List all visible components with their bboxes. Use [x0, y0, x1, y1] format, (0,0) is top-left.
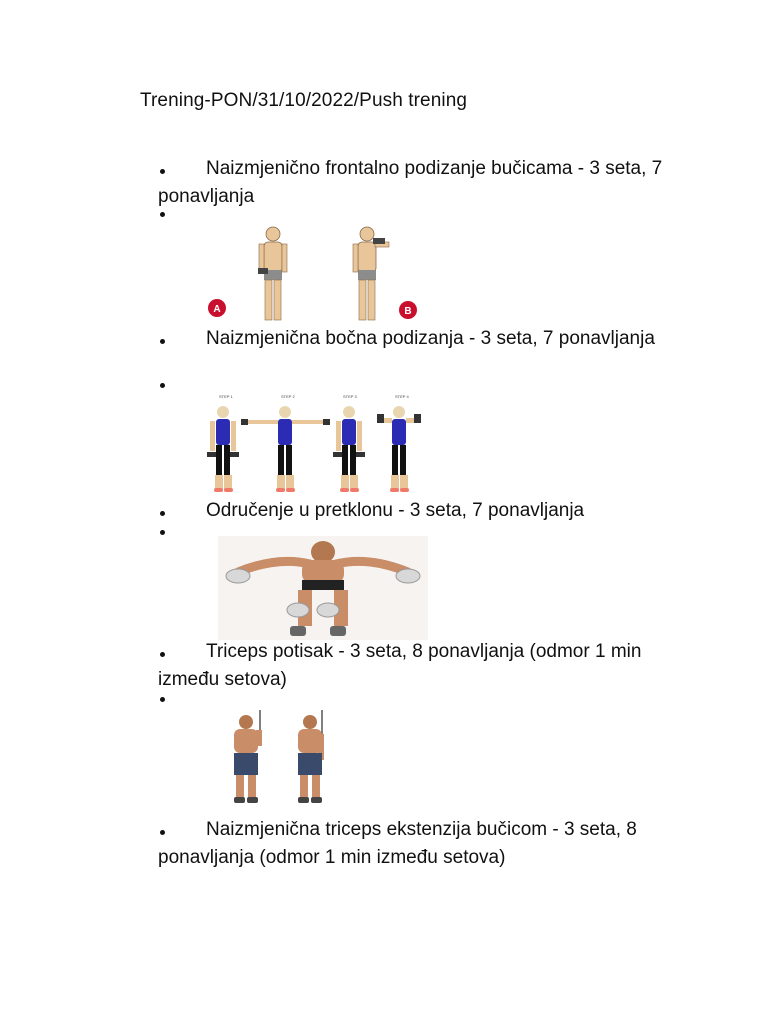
- empty-bullet: [160, 697, 165, 702]
- badge-a: A: [213, 304, 221, 315]
- empty-bullet: [160, 530, 165, 535]
- exercise-item-1: [158, 155, 678, 211]
- badge-b: B: [404, 306, 412, 317]
- page-title: Trening-PON/31/10/2022/Push trening: [140, 90, 468, 111]
- exercise-item-2: [158, 325, 678, 353]
- step-3-label: STEP 3: [343, 394, 357, 399]
- exercise-item-5: [158, 816, 678, 872]
- empty-bullet: [160, 212, 165, 217]
- lateral-raise-illustration: [205, 392, 425, 496]
- empty-bullet: [160, 383, 165, 388]
- exercise-item-3: [158, 497, 678, 525]
- exercise-text: Naizmjenična bočna podizanja - 3 seta, 7 ponavljanja: [206, 328, 655, 349]
- step-2-label: STEP 2: [281, 394, 295, 399]
- exercise-item-4: [158, 638, 678, 694]
- exercise-text: Odručenje u pretklonu - 3 seta, 7 ponavljanja: [206, 500, 585, 521]
- front-raise-illustration: [205, 222, 425, 324]
- reverse-fly-illustration: [218, 536, 428, 640]
- step-4-label: STEP 4: [395, 394, 409, 399]
- step-1-label: STEP 1: [219, 394, 233, 399]
- exercise-text: Naizmjenična triceps ekstenzija bučicom - 3 seta, 8 ponavljanja (odmor 1 min između setova): [158, 819, 637, 868]
- triceps-pushdown-illustration: [222, 710, 342, 808]
- exercise-text: Naizmjenično frontalno podizanje bučicama - 3 seta, 7 ponavljanja: [158, 158, 663, 207]
- exercise-text: Triceps potisak - 3 seta, 8 ponavljanja (odmor 1 min između setova): [158, 641, 642, 690]
